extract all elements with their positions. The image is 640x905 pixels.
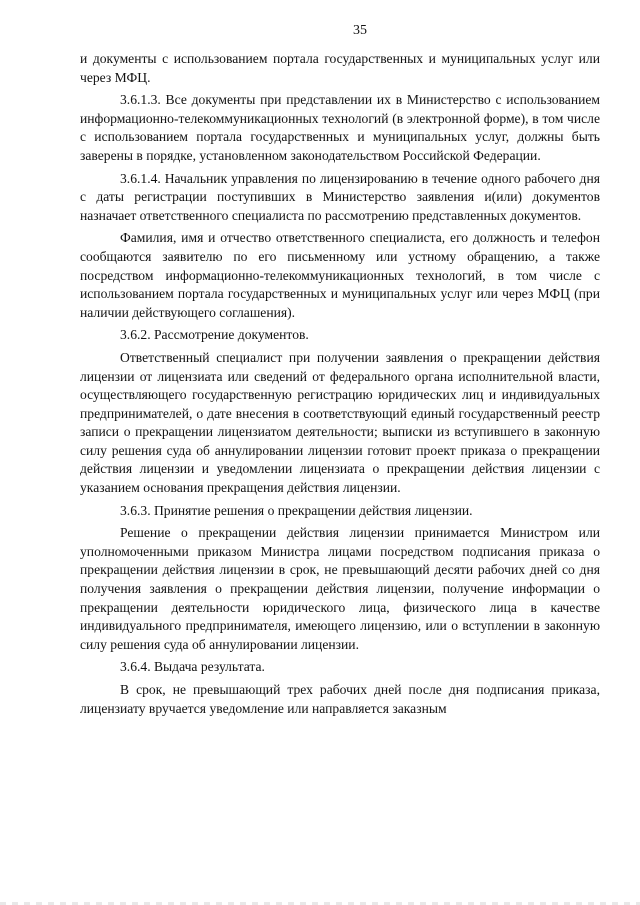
paragraph-decision: Решение о прекращении действия лицензии принимается Министром или уполномоченными приказом Министра лицами посредством подписания приказа о прекращении действия лицензии в срок, не превышающий десяти рабочих дней со дня получения заявления о прекращении действия лицензии, получение информации о прекращении деятельности юридического лица, физического лица в качестве индивидуального предпринимателя, имеющего лицензию, или о вступлении в законную силу решения суда об аннулировании лицензии.	[80, 525, 600, 652]
heading-3-6-3: 3.6.3. Принятие решения о прекращении действия лицензии.	[120, 502, 473, 518]
paragraph-continuation: и документы с использованием портала государственных и муниципальных услуг или через МФЦ.	[80, 51, 600, 85]
heading-3-6-4: 3.6.4. Выдача результата.	[120, 659, 265, 675]
paragraph-document-review: Ответственный специалист при получении заявления о прекращении действия лицензии от лицензиата или сведений от федерального органа исполнительной власти, осуществляющего государственную регистрацию юридических лиц и индивидуальных предпринимателей, о дате внесения в соответствующий единый государственный реестр записи о прекращении лицензиатом деятельности; выписки из вступившего в законную силу решения суда об аннулировании лицензии готовит проект приказа о прекращении действия лицензии и уведомлении лицензиата о прекращении действия лицензии с указанием основания прекращения действия лицензии.	[80, 349, 600, 496]
paragraph-specialist-contact: Фамилия, имя и отчество ответственного специалиста, его должность и телефон сообщаются заявителю по его письменному или устному обращению, а также посредством информационно-телекоммуникационных технологий, в том числе с использованием портала государственных и муниципальных услуг или через МФЦ (при наличии действующего соглашения).	[80, 230, 600, 320]
paragraph-3-6-1-4: 3.6.1.4. Начальник управления по лицензированию в течение одного рабочего дня с даты регистрации поступивших в Министерство заявления и(или) документов назначает ответственного специалиста по рассмотрению представленных документов.	[80, 170, 600, 223]
heading-3-6-2: 3.6.2. Рассмотрение документов.	[120, 327, 309, 343]
paragraph-result-delivery: В срок, не превышающий трех рабочих дней после дня подписания приказа, лицензиату вручается уведомление или направляется заказным	[80, 682, 600, 716]
page-number: 35	[353, 23, 367, 38]
paragraph-3-6-1-3: 3.6.1.3. Все документы при представлении их в Министерство с использованием информационно-телекоммуникационных технологий (в электронной форме), в том числе с использованием портала государственных и муниципальных услуг, должны быть заверены в порядке, установленном законодательством Российской Федерации.	[80, 92, 600, 163]
